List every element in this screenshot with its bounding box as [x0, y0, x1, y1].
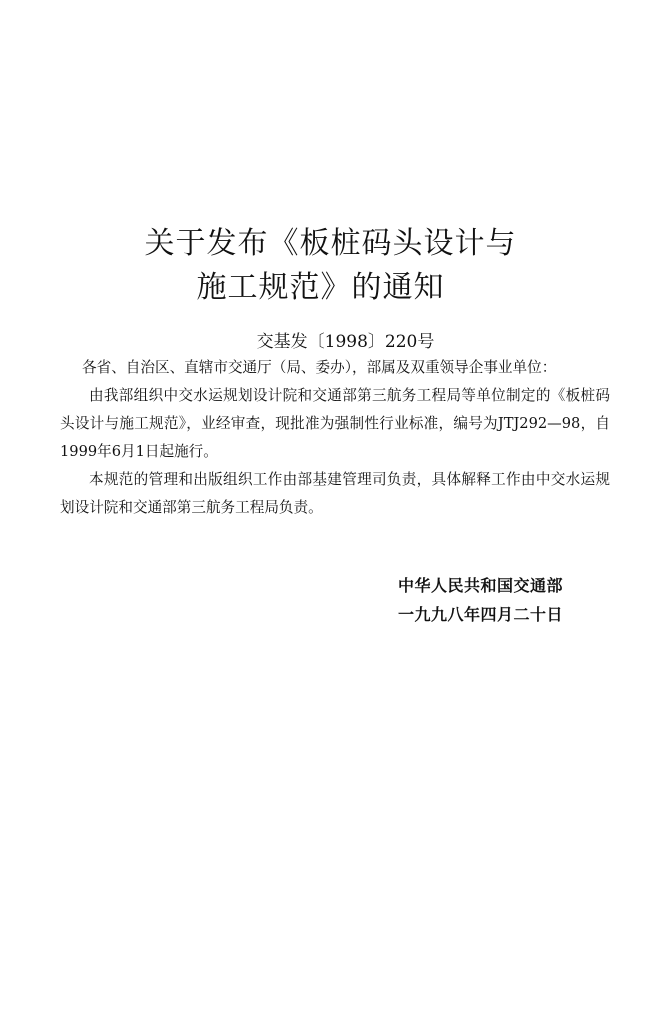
issuing-organization: 中华人民共和国交通部: [398, 576, 564, 595]
salutation: 各省、自治区、直辖市交通厅（局、委办），部属及双重领导企事业单位：: [82, 359, 557, 376]
signature-block: [398, 571, 563, 629]
paragraph-1: 由我部组织中交水运规划设计院和交通部第三航务工程局等单位制定的《板桩码头设计与施工规范》，业经审查，现批准为强制性行业标准，编号为JTJ292—98，自1999年6月1日起施行。: [60, 387, 610, 460]
title-line-2: 施工规范》的通知: [196, 270, 445, 305]
paragraph-2: 本规范的管理和出版组织工作由部基建管理司负责，具体解释工作由中交水运规划设计院和交通部第三航务工程局负责。: [60, 471, 610, 516]
notice-body: [60, 354, 610, 522]
issue-date: 一九九八年四月二十日: [398, 605, 564, 624]
notice-title: [0, 222, 671, 310]
title-line-1: 关于发布《板桩码头设计与: [144, 226, 517, 261]
document-number: 交基发〔1998〕220号: [256, 332, 435, 352]
